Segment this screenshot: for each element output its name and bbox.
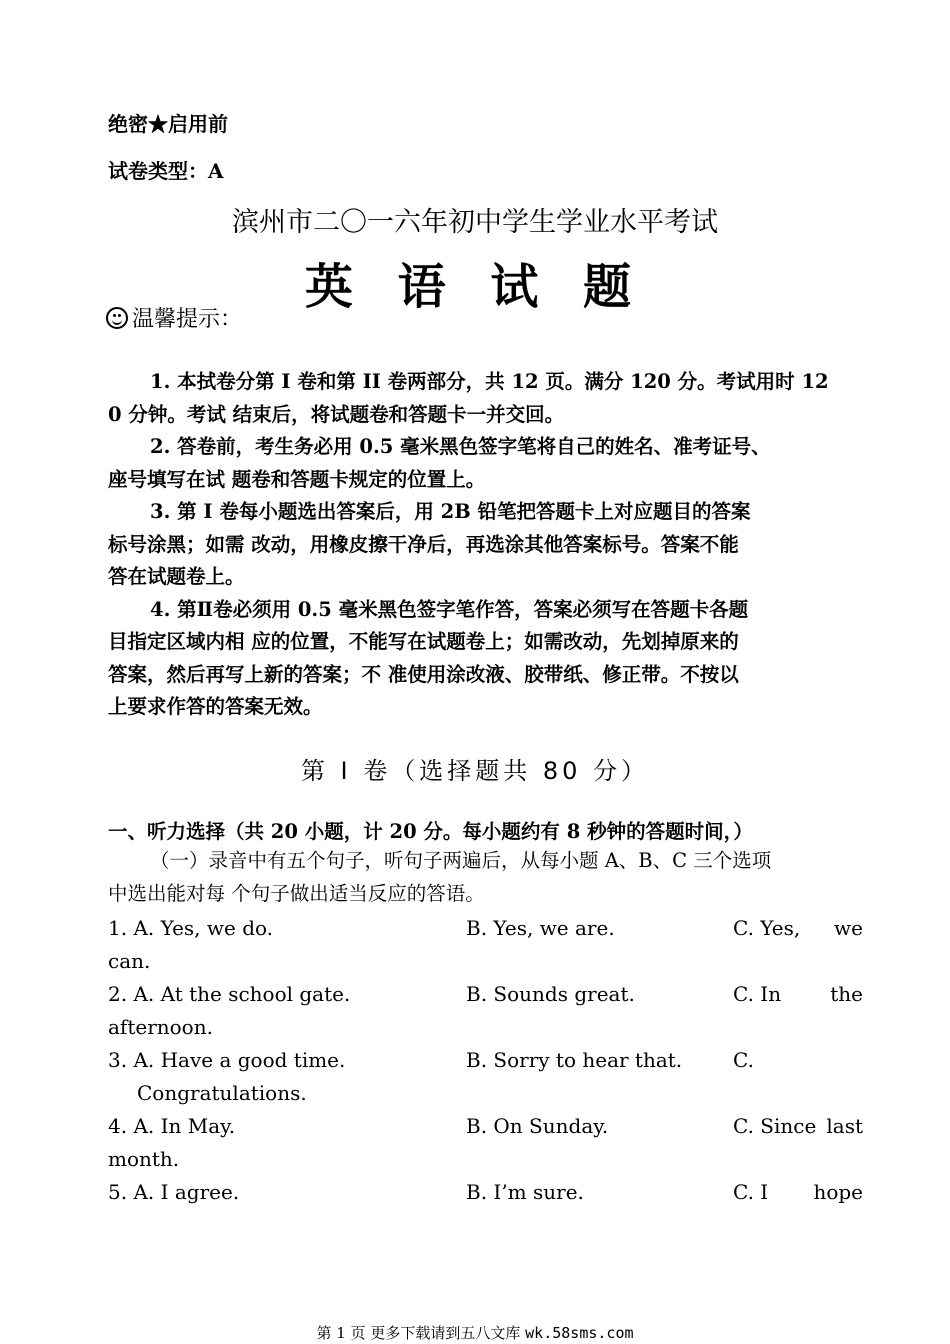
smiley-icon — [106, 307, 128, 329]
question-3-option-c-start: C. — [733, 1048, 754, 1072]
listening-description-line-2: 中选出能对每 个句子做出适当反应的答语。 — [108, 881, 485, 905]
question-2-option-c-end: the — [830, 982, 863, 1006]
instructions — [108, 366, 856, 724]
reminder-label: 温馨提示： — [132, 307, 243, 332]
question-3-option-c — [733, 1048, 863, 1072]
page-footer — [0, 1322, 950, 1343]
part-one-title: 第 I 卷（选择题共 80 分） — [300, 757, 650, 785]
question-5-option-c-end: hope — [813, 1180, 863, 1204]
instruction-4-line-4: 上要求作答的答案无效。 — [108, 695, 323, 718]
question-2-option-c — [733, 982, 863, 1006]
instruction-4-line-2: 目指定区域内相 应的位置，不能写在试题卷上；如需改动，先划掉原来的 — [108, 630, 739, 653]
page-number: 第 1 页 — [316, 1324, 366, 1342]
question-4-option-c-continued: month. — [108, 1147, 180, 1171]
question-4-option-a: 4. A. In May. — [108, 1114, 236, 1138]
question-1-option-c-end: we — [834, 916, 863, 940]
footer-note: 更多下载请到五八文库 — [370, 1324, 521, 1342]
question-1-option-b: B. Yes, we are. — [466, 916, 615, 940]
question-3-option-c-continued: Congratulations. — [137, 1081, 307, 1105]
paper-type-label: 试卷类型：A — [108, 159, 224, 183]
question-4-option-c-start: C. Since — [733, 1114, 817, 1138]
listening-description-line-1: （一）录音中有五个句子，听句子两遍后，从每小题 A、B、C 三个选项 — [150, 849, 772, 872]
listening-section-heading: 一、听力选择（共 20 小题，计 20 分。每小题约有 8 秒钟的答题时间，） — [108, 820, 753, 843]
instruction-4-line-1: 4. 第Ⅱ卷必须用 0.5 毫米黑色签字笔作答，答案必须写在答题卡各题 — [150, 597, 749, 621]
question-5-option-c — [733, 1180, 863, 1204]
listening-description — [108, 845, 858, 910]
question-1-option-c-start: C. Yes, — [733, 916, 801, 940]
question-2-option-c-start: C. In — [733, 982, 782, 1006]
question-2-option-a: 2. A. At the school gate. — [108, 982, 351, 1006]
instruction-3-line-3: 答在试题卷上。 — [108, 565, 245, 588]
question-2-option-c-continued: afternoon. — [108, 1015, 213, 1039]
question-1-option-a: 1. A. Yes, we do. — [108, 916, 274, 940]
question-4-option-c-end: last — [826, 1114, 863, 1138]
instruction-4-line-3: 答案，然后再写上新的答案；不 准使用涂改液、胶带纸、修正带。不按以 — [108, 662, 739, 686]
question-3-option-a: 3. A. Have a good time. — [108, 1048, 346, 1072]
question-5-option-c-start: C. I — [733, 1180, 769, 1204]
question-5-option-a: 5. A. I agree. — [108, 1180, 240, 1204]
instruction-3-line-2: 标号涂黑；如需 改动，用橡皮擦干净后，再选涂其他答案标号。答案不能 — [108, 532, 739, 556]
instruction-2-line-1: 2. 答卷前，考生务必用 0.5 毫米黑色签字笔将自己的姓名、准考证号、 — [150, 435, 771, 458]
question-5-option-b: B. I’m sure. — [466, 1180, 584, 1204]
footer-site-link[interactable]: wk.58sms.com — [525, 1324, 634, 1342]
instruction-2-line-2: 座号填写在试 题卷和答题卡规定的位置上。 — [108, 467, 486, 491]
question-4-option-b: B. On Sunday. — [466, 1114, 609, 1138]
question-3-option-b: B. Sorry to hear that. — [466, 1048, 683, 1072]
instruction-3-line-1: 3. 第 I 卷每小题选出答案后，用 2B 铅笔把答题卡上对应题目的答案 — [150, 500, 751, 523]
instruction-1-line-2: 0 分钟。考试 结束后，将试题卷和答题卡一并交回。 — [108, 402, 565, 426]
instruction-1-line-1: 1. 本拭卷分第 I 卷和第 II 卷两部分，共 12 页。满分 120 分。考试用时 12 — [150, 370, 829, 393]
subject-title: 英 语 试 题 — [304, 259, 646, 315]
question-1-option-c-continued: can. — [108, 949, 151, 973]
question-2-option-b: B. Sounds great. — [466, 982, 635, 1006]
reminder-heading — [106, 302, 242, 333]
question-1-option-c — [733, 916, 863, 940]
exam-title: 滨州市二〇一六年初中学生学业水平考试 — [232, 207, 718, 238]
confidential-label: 绝密★启用前 — [108, 112, 228, 136]
question-4-option-c — [733, 1114, 863, 1138]
